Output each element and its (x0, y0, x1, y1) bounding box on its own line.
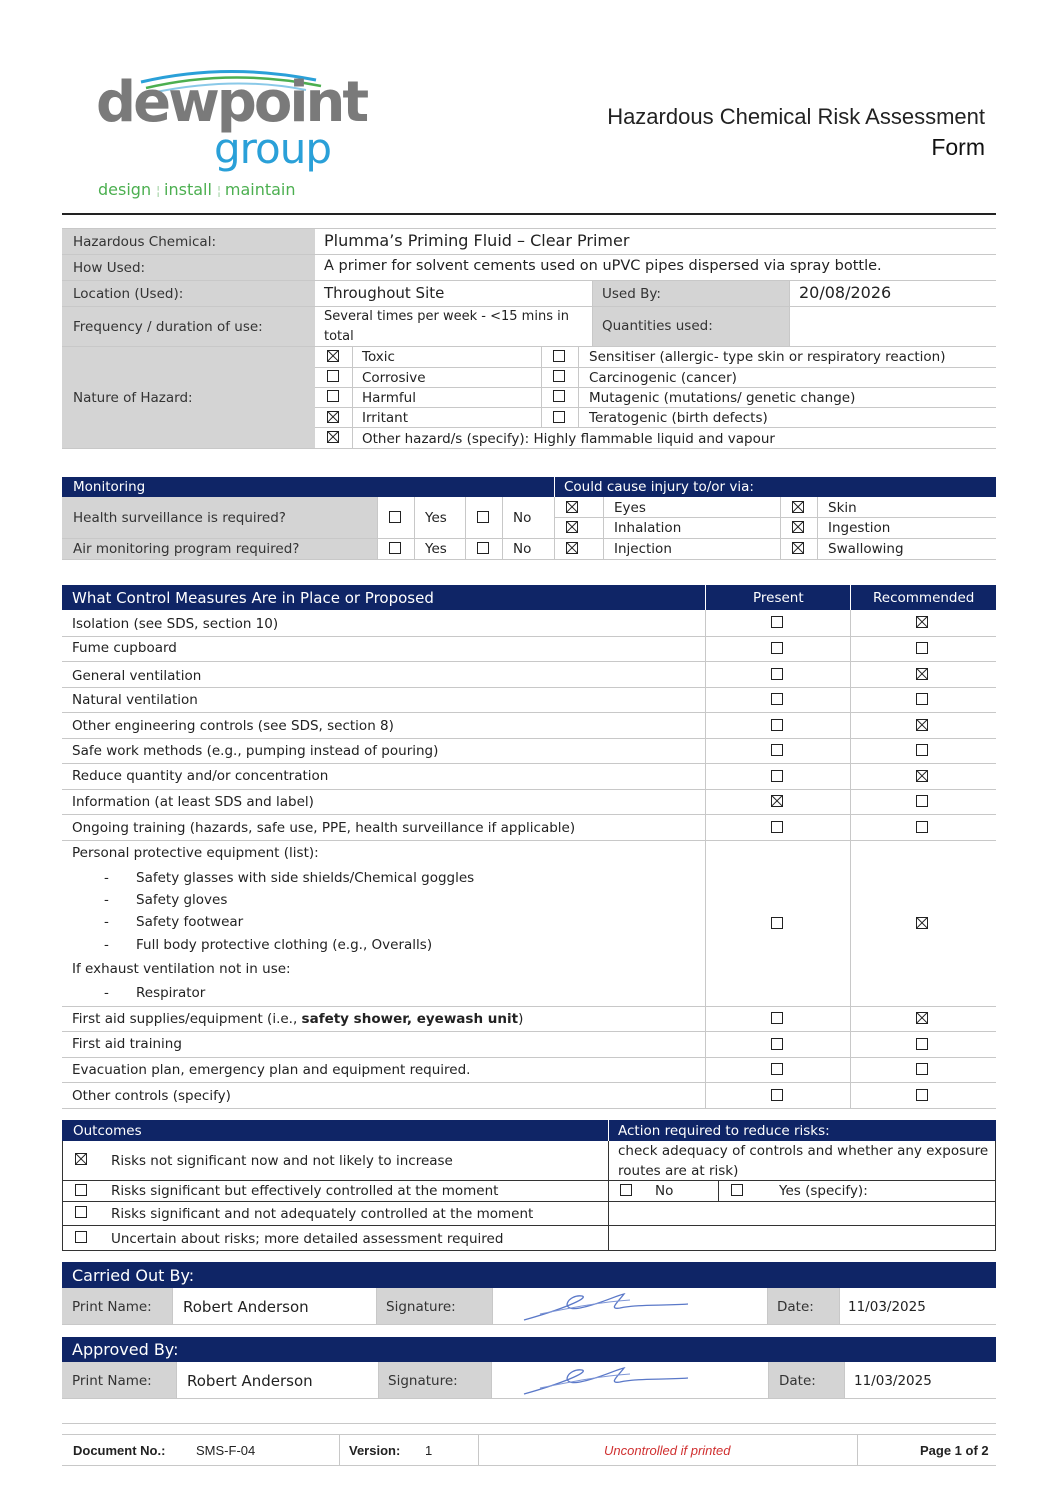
tagline-maintain: maintain (224, 180, 296, 199)
company-logo (96, 62, 367, 202)
checkbox-isolation-recommended[interactable] (916, 616, 928, 628)
carried-signature-image (520, 1290, 700, 1322)
hazard-toxic-label: Toxic (362, 349, 395, 365)
checkbox-swallowing[interactable] (792, 542, 804, 554)
carried-print-value: Robert Anderson (183, 1298, 309, 1316)
checkbox-other-controls-present[interactable] (771, 1089, 783, 1101)
footer-version-value: 1 (425, 1443, 433, 1458)
first-aid-suffix: ) (518, 1011, 524, 1027)
first-aid-prefix: First aid supplies/equipment (i.e., (72, 1011, 302, 1027)
checkbox-natural-vent-present[interactable] (771, 693, 783, 705)
checkbox-sensitiser[interactable] (553, 350, 565, 362)
exhaust-label: If exhaust ventilation not in use: (72, 961, 291, 977)
checkbox-information-present[interactable] (771, 795, 783, 807)
controls-header: What Control Measures Are in Place or Proposed (72, 589, 434, 607)
approved-date-value: 11/03/2025 (854, 1373, 932, 1389)
tagline-install: install (164, 180, 212, 199)
footer-doc-label: Document No.: (73, 1443, 166, 1458)
checkbox-other-eng-present[interactable] (771, 719, 783, 731)
route-ingestion-label: Ingestion (828, 520, 891, 536)
hazard-harmful-label: Harmful (362, 390, 416, 406)
checkbox-fa-training-present[interactable] (771, 1038, 783, 1050)
action-header: Action required to reduce risks: (618, 1123, 830, 1139)
footer-version-label: Version: (349, 1443, 401, 1458)
ppe-item-4: Full body protective clothing (e.g., Overalls) (136, 937, 433, 953)
checkbox-skin[interactable] (792, 501, 804, 513)
value-frequency-line1: Several times per week - <15 mins in (324, 309, 569, 324)
monitoring-header: Monitoring (73, 479, 146, 495)
action-text-line2: routes are at risk) (618, 1163, 739, 1179)
control-row-first-aid-supplies (72, 1011, 523, 1027)
checkbox-eyes[interactable] (566, 501, 578, 513)
label-hazardous-chemical: Hazardous Chemical: (73, 234, 216, 250)
control-row-general-ventilation: General ventilation (72, 668, 202, 684)
col-recommended-header: Recommended (873, 590, 975, 606)
checkbox-ppe-present[interactable] (771, 917, 783, 929)
hazard-carcinogenic-label: Carcinogenic (cancer) (589, 370, 737, 386)
form-subtitle: Form (931, 134, 985, 160)
approved-signature-label: Signature: (388, 1373, 458, 1389)
hazard-mutagenic-label: Mutagenic (mutations/ genetic change) (589, 390, 856, 406)
checkbox-safe-work-present[interactable] (771, 744, 783, 756)
ppe-bullet-2: - (104, 892, 109, 908)
outcome-not-significant-label: Risks not significant now and not likely to increase (111, 1153, 453, 1169)
footer-uncontrolled: Uncontrolled if printed (604, 1443, 731, 1458)
form-title: Hazardous Chemical Risk Assessment (607, 104, 985, 129)
value-frequency-line2: total (324, 329, 354, 344)
logo-word-dewpoint: dewpoint (96, 70, 367, 135)
checkbox-carcinogenic[interactable] (553, 370, 565, 382)
value-how-used: A primer for solvent cements used on uPVC pipes dispersed via spray bottle. (324, 258, 882, 274)
ppe-label: Personal protective equipment (list): (72, 845, 319, 861)
approved-signature-image (520, 1364, 700, 1396)
control-row-natural-ventilation: Natural ventilation (72, 692, 198, 708)
hazard-irritant-label: Irritant (362, 410, 409, 426)
checkbox-evacuation-present[interactable] (771, 1063, 783, 1075)
checkbox-action-no[interactable] (620, 1184, 632, 1196)
checkbox-natural-vent-recommended[interactable] (916, 693, 928, 705)
footer-page: Page 1 of 2 (920, 1443, 989, 1458)
air-yes-label: Yes (425, 541, 447, 557)
checkbox-training-present[interactable] (771, 821, 783, 833)
checkbox-irritant[interactable] (327, 411, 339, 423)
approved-print-value: Robert Anderson (187, 1372, 313, 1390)
checkbox-action-yes[interactable] (731, 1184, 743, 1196)
exhaust-item-respirator: Respirator (136, 985, 206, 1001)
checkbox-outcome-not-significant[interactable] (75, 1153, 87, 1165)
checkbox-ingestion[interactable] (792, 521, 804, 533)
checkbox-mutagenic[interactable] (553, 390, 565, 402)
control-row-reduce-quantity: Reduce quantity and/or concentration (72, 768, 329, 784)
control-row-evacuation: Evacuation plan, emergency plan and equipment required. (72, 1062, 471, 1078)
hazard-teratogenic-label: Teratogenic (birth defects) (589, 410, 768, 426)
hazard-sensitiser-label: Sensitiser (allergic- type skin or respiratory reaction) (589, 349, 946, 365)
tagline-design: design (98, 180, 152, 199)
approved-header: Approved By: (72, 1340, 179, 1359)
ppe-bullet-1: - (104, 870, 109, 886)
approved-date-label: Date: (779, 1373, 816, 1389)
ppe-bullet-4: - (104, 937, 109, 953)
checkbox-general-vent-recommended[interactable] (916, 668, 928, 680)
checkbox-safe-work-recommended[interactable] (916, 744, 928, 756)
label-how-used: How Used: (73, 260, 146, 276)
first-aid-bold: safety shower, eyewash unit (301, 1011, 519, 1027)
control-row-other-engineering: Other engineering controls (see SDS, section 8) (72, 718, 394, 734)
carried-date-value: 11/03/2025 (848, 1299, 926, 1315)
checkbox-other-hazard[interactable] (327, 431, 339, 443)
control-row-other-controls: Other controls (specify) (72, 1088, 231, 1104)
value-used-by: 20/08/2026 (799, 283, 892, 302)
outcome-uncertain-label: Uncertain about risks; more detailed assessment required (111, 1231, 504, 1247)
route-inhalation-label: Inhalation (614, 520, 682, 536)
health-yes-label: Yes (425, 510, 447, 526)
label-frequency: Frequency / duration of use: (73, 319, 263, 335)
route-skin-label: Skin (828, 500, 857, 516)
checkbox-fume-recommended[interactable] (916, 642, 928, 654)
control-row-information: Information (at least SDS and label) (72, 794, 314, 810)
checkbox-outcome-controlled[interactable] (75, 1184, 87, 1196)
label-air-monitoring: Air monitoring program required? (73, 541, 300, 557)
checkbox-reduce-recommended[interactable] (916, 770, 928, 782)
hazard-corrosive-label: Corrosive (362, 370, 426, 386)
ppe-bullet-3: - (104, 914, 109, 930)
ppe-item-2: Safety gloves (136, 892, 228, 908)
outcome-controlled-label: Risks significant but effectively controlled at the moment (111, 1183, 499, 1199)
checkbox-isolation-present[interactable] (771, 616, 783, 628)
action-text-line1: check adequacy of controls and whether any exposure (618, 1143, 989, 1159)
control-row-safe-work: Safe work methods (e.g., pumping instead of pouring) (72, 743, 439, 759)
checkbox-evacuation-recommended[interactable] (916, 1063, 928, 1075)
checkbox-outcome-uncertain[interactable] (75, 1231, 87, 1243)
health-no-label: No (513, 510, 532, 526)
checkbox-ppe-recommended[interactable] (916, 917, 928, 929)
approved-print-label: Print Name: (72, 1373, 152, 1389)
checkbox-air-no[interactable] (477, 542, 489, 554)
checkbox-health-no[interactable] (477, 511, 489, 523)
value-location: Throughout Site (324, 284, 445, 302)
ppe-item-3: Safety footwear (136, 914, 244, 930)
checkbox-fume-present[interactable] (771, 642, 783, 654)
outcomes-header: Outcomes (73, 1123, 142, 1139)
checkbox-training-recommended[interactable] (916, 821, 928, 833)
carried-print-label: Print Name: (72, 1299, 152, 1315)
control-row-training: Ongoing training (hazards, safe use, PPE, health surveillance if applicable) (72, 820, 576, 836)
route-eyes-label: Eyes (614, 500, 646, 516)
checkbox-information-recommended[interactable] (916, 795, 928, 807)
injury-header: Could cause injury to/or via: (564, 479, 754, 495)
logo-word-group: group (214, 124, 331, 173)
carried-date-label: Date: (777, 1299, 814, 1315)
logo-tagline: design ¦ install ¦ maintain (98, 180, 296, 199)
checkbox-other-controls-recommended[interactable] (916, 1089, 928, 1101)
outcome-not-controlled-label: Risks significant and not adequately controlled at the moment (111, 1206, 534, 1222)
label-quantities: Quantities used: (602, 318, 713, 334)
checkbox-reduce-present[interactable] (771, 770, 783, 782)
exhaust-bullet: - (104, 985, 109, 1001)
col-present-header: Present (753, 590, 804, 606)
header-divider (62, 213, 996, 215)
control-row-isolation: Isolation (see SDS, section 10) (72, 616, 279, 632)
value-hazardous-chemical: Plumma’s Priming Fluid – Clear Primer (324, 231, 630, 250)
ppe-item-1: Safety glasses with side shields/Chemical goggles (136, 870, 475, 886)
carried-signature-label: Signature: (386, 1299, 456, 1315)
checkbox-inhalation[interactable] (566, 521, 578, 533)
checkbox-general-vent-present[interactable] (771, 668, 783, 680)
checkbox-injection[interactable] (566, 542, 578, 554)
action-no-label: No (655, 1183, 674, 1199)
route-swallowing-label: Swallowing (828, 541, 904, 557)
checkbox-first-aid-recommended[interactable] (916, 1012, 928, 1024)
checkbox-toxic[interactable] (327, 350, 339, 362)
checkbox-outcome-not-controlled[interactable] (75, 1206, 87, 1218)
label-health-surveillance: Health surveillance is required? (73, 510, 286, 526)
checkbox-other-eng-recommended[interactable] (916, 719, 928, 731)
checkbox-corrosive[interactable] (327, 370, 339, 382)
carried-out-header: Carried Out By: (72, 1266, 195, 1285)
route-injection-label: Injection (614, 541, 672, 557)
checkbox-air-yes[interactable] (389, 542, 401, 554)
checkbox-first-aid-present[interactable] (771, 1012, 783, 1024)
checkbox-health-yes[interactable] (389, 511, 401, 523)
air-no-label: No (513, 541, 532, 557)
footer-doc-value: SMS-F-04 (196, 1443, 256, 1458)
label-location: Location (Used): (73, 286, 184, 302)
label-nature-of-hazard: Nature of Hazard: (73, 390, 193, 406)
label-used-by: Used By: (602, 286, 661, 302)
control-row-first-aid-training: First aid training (72, 1036, 182, 1052)
checkbox-teratogenic[interactable] (553, 411, 565, 423)
checkbox-harmful[interactable] (327, 390, 339, 402)
control-row-fume-cupboard: Fume cupboard (72, 640, 177, 656)
checkbox-fa-training-recommended[interactable] (916, 1038, 928, 1050)
action-yes-label: Yes (specify): (779, 1183, 868, 1199)
hazard-other-label: Other hazard/s (specify): Highly flammable liquid and vapour (362, 431, 775, 447)
